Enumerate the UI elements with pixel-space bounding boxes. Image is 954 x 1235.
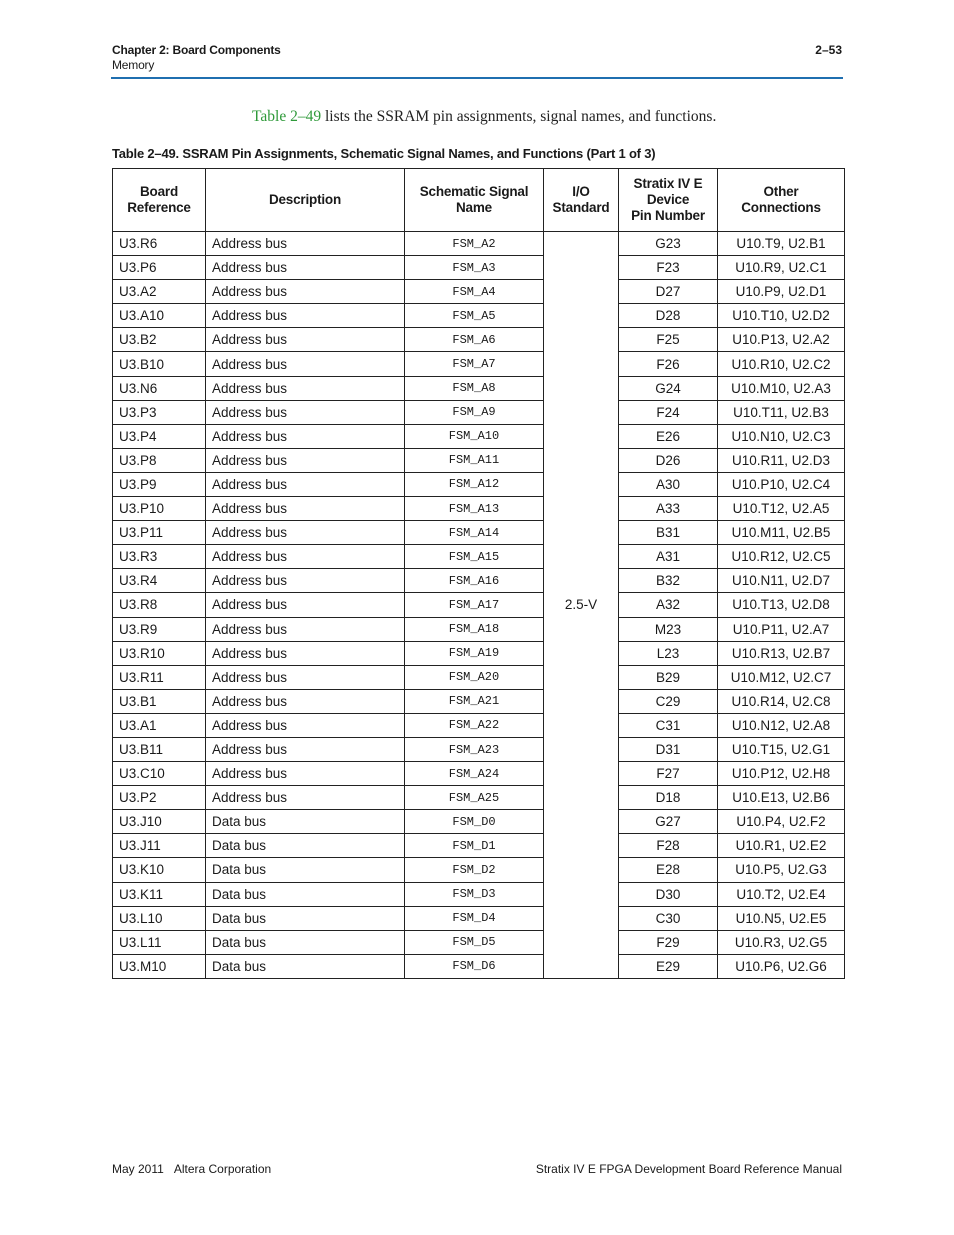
header-io-standard bbox=[544, 169, 619, 232]
board-reference-cell: U3.P6 bbox=[113, 256, 206, 280]
header-board-reference bbox=[113, 169, 206, 232]
signal-name-cell: FSM_A9 bbox=[405, 400, 544, 424]
other-connections-cell: U10.M11, U2.B5 bbox=[718, 521, 845, 545]
board-reference-cell: U3.J11 bbox=[113, 834, 206, 858]
other-connections-cell: U10.P4, U2.F2 bbox=[718, 810, 845, 834]
signal-name-cell: FSM_A6 bbox=[405, 328, 544, 352]
other-connections-cell: U10.R12, U2.C5 bbox=[718, 545, 845, 569]
board-reference-cell: U3.R3 bbox=[113, 545, 206, 569]
pin-number-cell: L23 bbox=[619, 641, 718, 665]
table-row bbox=[113, 256, 845, 280]
pin-number-cell: D30 bbox=[619, 882, 718, 906]
other-connections-cell: U10.T13, U2.D8 bbox=[718, 593, 845, 617]
header-signal-line1: Schematic Signal bbox=[419, 184, 529, 199]
table-row bbox=[113, 328, 845, 352]
header-pin-line3: Pin Number bbox=[631, 208, 705, 223]
signal-name-cell: FSM_A5 bbox=[405, 304, 544, 328]
table-row bbox=[113, 762, 845, 786]
table-row bbox=[113, 497, 845, 521]
board-reference-cell: U3.P4 bbox=[113, 424, 206, 448]
description-cell: Address bus bbox=[206, 448, 405, 472]
table-row bbox=[113, 521, 845, 545]
board-reference-cell: U3.P10 bbox=[113, 497, 206, 521]
description-cell: Address bus bbox=[206, 328, 405, 352]
board-reference-cell: U3.N6 bbox=[113, 376, 206, 400]
pin-number-cell: F26 bbox=[619, 352, 718, 376]
description-cell: Address bus bbox=[206, 713, 405, 737]
table-row bbox=[113, 352, 845, 376]
table-row bbox=[113, 400, 845, 424]
footer-left bbox=[112, 1162, 271, 1176]
io-standard-cell: 2.5-V bbox=[544, 232, 619, 979]
description-cell: Address bus bbox=[206, 352, 405, 376]
pin-number-cell: C31 bbox=[619, 713, 718, 737]
signal-name-cell: FSM_A8 bbox=[405, 376, 544, 400]
pin-number-cell: B32 bbox=[619, 569, 718, 593]
pin-number-cell: D28 bbox=[619, 304, 718, 328]
pin-number-cell: B31 bbox=[619, 521, 718, 545]
signal-name-cell: FSM_A22 bbox=[405, 713, 544, 737]
table-row bbox=[113, 713, 845, 737]
signal-name-cell: FSM_A19 bbox=[405, 641, 544, 665]
header-signal-line2: Name bbox=[456, 200, 492, 215]
description-cell: Address bus bbox=[206, 665, 405, 689]
board-reference-cell: U3.P11 bbox=[113, 521, 206, 545]
header-board-reference-line2: Reference bbox=[127, 200, 191, 215]
description-cell: Data bus bbox=[206, 834, 405, 858]
table-row bbox=[113, 786, 845, 810]
signal-name-cell: FSM_A12 bbox=[405, 472, 544, 496]
table-row bbox=[113, 737, 845, 761]
header-pin-number bbox=[619, 169, 718, 232]
signal-name-cell: FSM_A20 bbox=[405, 665, 544, 689]
other-connections-cell: U10.P5, U2.G3 bbox=[718, 858, 845, 882]
description-cell: Address bus bbox=[206, 256, 405, 280]
pin-assignment-table bbox=[112, 168, 845, 979]
intro-paragraph bbox=[252, 108, 716, 126]
header-io-line2: Standard bbox=[552, 200, 610, 215]
description-cell: Address bus bbox=[206, 569, 405, 593]
signal-name-cell: FSM_A25 bbox=[405, 786, 544, 810]
signal-name-cell: FSM_A13 bbox=[405, 497, 544, 521]
pin-number-cell: D31 bbox=[619, 737, 718, 761]
other-connections-cell: U10.R3, U2.G5 bbox=[718, 930, 845, 954]
other-connections-cell: U10.R14, U2.C8 bbox=[718, 689, 845, 713]
table-header-row bbox=[113, 169, 845, 232]
board-reference-cell: U3.P9 bbox=[113, 472, 206, 496]
table-row bbox=[113, 665, 845, 689]
other-connections-cell: U10.N5, U2.E5 bbox=[718, 906, 845, 930]
signal-name-cell: FSM_D2 bbox=[405, 858, 544, 882]
other-connections-cell: U10.R11, U2.D3 bbox=[718, 448, 845, 472]
table-row bbox=[113, 930, 845, 954]
board-reference-cell: U3.B2 bbox=[113, 328, 206, 352]
header-page-number: 2–53 bbox=[815, 43, 842, 57]
header-description: Description bbox=[206, 169, 405, 232]
board-reference-cell: U3.R11 bbox=[113, 665, 206, 689]
pin-number-cell: G27 bbox=[619, 810, 718, 834]
signal-name-cell: FSM_D1 bbox=[405, 834, 544, 858]
pin-number-cell: E29 bbox=[619, 954, 718, 978]
signal-name-cell: FSM_A23 bbox=[405, 737, 544, 761]
signal-name-cell: FSM_D4 bbox=[405, 906, 544, 930]
table-row bbox=[113, 882, 845, 906]
description-cell: Address bus bbox=[206, 545, 405, 569]
signal-name-cell: FSM_A2 bbox=[405, 232, 544, 256]
other-connections-cell: U10.P13, U2.A2 bbox=[718, 328, 845, 352]
pin-number-cell: C30 bbox=[619, 906, 718, 930]
table-row bbox=[113, 232, 845, 256]
table-row bbox=[113, 954, 845, 978]
table-row bbox=[113, 569, 845, 593]
pin-number-cell: F28 bbox=[619, 834, 718, 858]
board-reference-cell: U3.B11 bbox=[113, 737, 206, 761]
signal-name-cell: FSM_A14 bbox=[405, 521, 544, 545]
board-reference-cell: U3.P8 bbox=[113, 448, 206, 472]
table-row bbox=[113, 545, 845, 569]
pin-number-cell: F24 bbox=[619, 400, 718, 424]
intro-text: lists the SSRAM pin assignments, signal names, and functions. bbox=[321, 108, 717, 125]
header-pin-line1: Stratix IV E bbox=[633, 176, 703, 191]
board-reference-cell: U3.R8 bbox=[113, 593, 206, 617]
pin-number-cell: D18 bbox=[619, 786, 718, 810]
other-connections-cell: U10.T9, U2.B1 bbox=[718, 232, 845, 256]
other-connections-cell: U10.N10, U2.C3 bbox=[718, 424, 845, 448]
signal-name-cell: FSM_A17 bbox=[405, 593, 544, 617]
pin-number-cell: F27 bbox=[619, 762, 718, 786]
board-reference-cell: U3.C10 bbox=[113, 762, 206, 786]
description-cell: Address bus bbox=[206, 424, 405, 448]
description-cell: Address bus bbox=[206, 232, 405, 256]
table-row bbox=[113, 304, 845, 328]
board-reference-cell: U3.R10 bbox=[113, 641, 206, 665]
description-cell: Address bus bbox=[206, 472, 405, 496]
description-cell: Data bus bbox=[206, 954, 405, 978]
table-row bbox=[113, 280, 845, 304]
table-row bbox=[113, 689, 845, 713]
board-reference-cell: U3.R9 bbox=[113, 617, 206, 641]
board-reference-cell: U3.M10 bbox=[113, 954, 206, 978]
header-chapter: Chapter 2: Board Components bbox=[112, 43, 281, 57]
header-rule bbox=[111, 77, 843, 79]
header-section: Memory bbox=[112, 58, 155, 72]
board-reference-cell: U3.B1 bbox=[113, 689, 206, 713]
signal-name-cell: FSM_D3 bbox=[405, 882, 544, 906]
signal-name-cell: FSM_A15 bbox=[405, 545, 544, 569]
table-row bbox=[113, 593, 845, 617]
table-caption: Table 2–49. SSRAM Pin Assignments, Schematic Signal Names, and Functions (Part 1 of 3) bbox=[112, 146, 656, 161]
description-cell: Address bus bbox=[206, 376, 405, 400]
other-connections-cell: U10.R1, U2.E2 bbox=[718, 834, 845, 858]
header-schematic-signal bbox=[405, 169, 544, 232]
signal-name-cell: FSM_A16 bbox=[405, 569, 544, 593]
description-cell: Address bus bbox=[206, 737, 405, 761]
signal-name-cell: FSM_D6 bbox=[405, 954, 544, 978]
signal-name-cell: FSM_D5 bbox=[405, 930, 544, 954]
description-cell: Address bus bbox=[206, 521, 405, 545]
other-connections-cell: U10.M12, U2.C7 bbox=[718, 665, 845, 689]
description-cell: Address bus bbox=[206, 497, 405, 521]
board-reference-cell: U3.R4 bbox=[113, 569, 206, 593]
pin-number-cell: A33 bbox=[619, 497, 718, 521]
header-board-reference-line1: Board bbox=[139, 184, 178, 199]
pin-number-cell: D27 bbox=[619, 280, 718, 304]
description-cell: Address bus bbox=[206, 593, 405, 617]
board-reference-cell: U3.R6 bbox=[113, 232, 206, 256]
header-io-line1: I/O bbox=[572, 184, 590, 199]
description-cell: Address bus bbox=[206, 689, 405, 713]
other-connections-cell: U10.P11, U2.A7 bbox=[718, 617, 845, 641]
table-row bbox=[113, 448, 845, 472]
pin-number-cell: E28 bbox=[619, 858, 718, 882]
description-cell: Data bus bbox=[206, 930, 405, 954]
header-other-connections: Other Connections bbox=[718, 169, 845, 232]
pin-number-cell: F23 bbox=[619, 256, 718, 280]
pin-number-cell: G23 bbox=[619, 232, 718, 256]
table-row bbox=[113, 472, 845, 496]
description-cell: Address bus bbox=[206, 617, 405, 641]
footer-date: May 2011 bbox=[112, 1162, 164, 1176]
pin-number-cell: M23 bbox=[619, 617, 718, 641]
other-connections-cell: U10.P9, U2.D1 bbox=[718, 280, 845, 304]
other-connections-cell: U10.R9, U2.C1 bbox=[718, 256, 845, 280]
description-cell: Address bus bbox=[206, 786, 405, 810]
table-row bbox=[113, 906, 845, 930]
board-reference-cell: U3.K11 bbox=[113, 882, 206, 906]
other-connections-cell: U10.T15, U2.G1 bbox=[718, 737, 845, 761]
board-reference-cell: U3.A2 bbox=[113, 280, 206, 304]
other-connections-cell: U10.N11, U2.D7 bbox=[718, 569, 845, 593]
other-connections-cell: U10.E13, U2.B6 bbox=[718, 786, 845, 810]
board-reference-cell: U3.L11 bbox=[113, 930, 206, 954]
pin-number-cell: C29 bbox=[619, 689, 718, 713]
table-row bbox=[113, 424, 845, 448]
signal-name-cell: FSM_A21 bbox=[405, 689, 544, 713]
signal-name-cell: FSM_A24 bbox=[405, 762, 544, 786]
table-body bbox=[113, 232, 845, 979]
other-connections-cell: U10.N12, U2.A8 bbox=[718, 713, 845, 737]
table-row bbox=[113, 641, 845, 665]
other-connections-cell: U10.P6, U2.G6 bbox=[718, 954, 845, 978]
board-reference-cell: U3.P3 bbox=[113, 400, 206, 424]
pin-number-cell: F25 bbox=[619, 328, 718, 352]
description-cell: Address bus bbox=[206, 304, 405, 328]
signal-name-cell: FSM_A11 bbox=[405, 448, 544, 472]
signal-name-cell: FSM_D0 bbox=[405, 810, 544, 834]
pin-number-cell: F29 bbox=[619, 930, 718, 954]
other-connections-cell: U10.T11, U2.B3 bbox=[718, 400, 845, 424]
pin-number-cell: A32 bbox=[619, 593, 718, 617]
description-cell: Data bus bbox=[206, 810, 405, 834]
table-row bbox=[113, 858, 845, 882]
description-cell: Address bus bbox=[206, 400, 405, 424]
signal-name-cell: FSM_A3 bbox=[405, 256, 544, 280]
other-connections-cell: U10.R13, U2.B7 bbox=[718, 641, 845, 665]
signal-name-cell: FSM_A7 bbox=[405, 352, 544, 376]
footer-company: Altera Corporation bbox=[173, 1162, 272, 1176]
pin-number-cell: B29 bbox=[619, 665, 718, 689]
description-cell: Data bus bbox=[206, 906, 405, 930]
table-row bbox=[113, 376, 845, 400]
signal-name-cell: FSM_A4 bbox=[405, 280, 544, 304]
other-connections-cell: U10.P12, U2.H8 bbox=[718, 762, 845, 786]
board-reference-cell: U3.A1 bbox=[113, 713, 206, 737]
signal-name-cell: FSM_A10 bbox=[405, 424, 544, 448]
other-connections-cell: U10.T2, U2.E4 bbox=[718, 882, 845, 906]
board-reference-cell: U3.K10 bbox=[113, 858, 206, 882]
description-cell: Address bus bbox=[206, 641, 405, 665]
pin-number-cell: G24 bbox=[619, 376, 718, 400]
description-cell: Data bus bbox=[206, 882, 405, 906]
other-connections-cell: U10.T12, U2.A5 bbox=[718, 497, 845, 521]
table-reference-link[interactable]: Table 2–49 bbox=[252, 108, 322, 125]
board-reference-cell: U3.B10 bbox=[113, 352, 206, 376]
table-row bbox=[113, 810, 845, 834]
board-reference-cell: U3.A10 bbox=[113, 304, 206, 328]
description-cell: Address bus bbox=[206, 762, 405, 786]
other-connections-cell: U10.T10, U2.D2 bbox=[718, 304, 845, 328]
footer-manual-title: Stratix IV E FPGA Development Board Reference Manual bbox=[535, 1162, 842, 1176]
header-pin-line2: Device bbox=[646, 192, 690, 207]
board-reference-cell: U3.J10 bbox=[113, 810, 206, 834]
description-cell: Data bus bbox=[206, 858, 405, 882]
pin-number-cell: A31 bbox=[619, 545, 718, 569]
pin-number-cell: A30 bbox=[619, 472, 718, 496]
description-cell: Address bus bbox=[206, 280, 405, 304]
other-connections-cell: U10.M10, U2.A3 bbox=[718, 376, 845, 400]
other-connections-cell: U10.P10, U2.C4 bbox=[718, 472, 845, 496]
board-reference-cell: U3.P2 bbox=[113, 786, 206, 810]
table-row bbox=[113, 834, 845, 858]
other-connections-cell: U10.R10, U2.C2 bbox=[718, 352, 845, 376]
pin-number-cell: E26 bbox=[619, 424, 718, 448]
pin-number-cell: D26 bbox=[619, 448, 718, 472]
signal-name-cell: FSM_A18 bbox=[405, 617, 544, 641]
board-reference-cell: U3.L10 bbox=[113, 906, 206, 930]
table-row bbox=[113, 617, 845, 641]
